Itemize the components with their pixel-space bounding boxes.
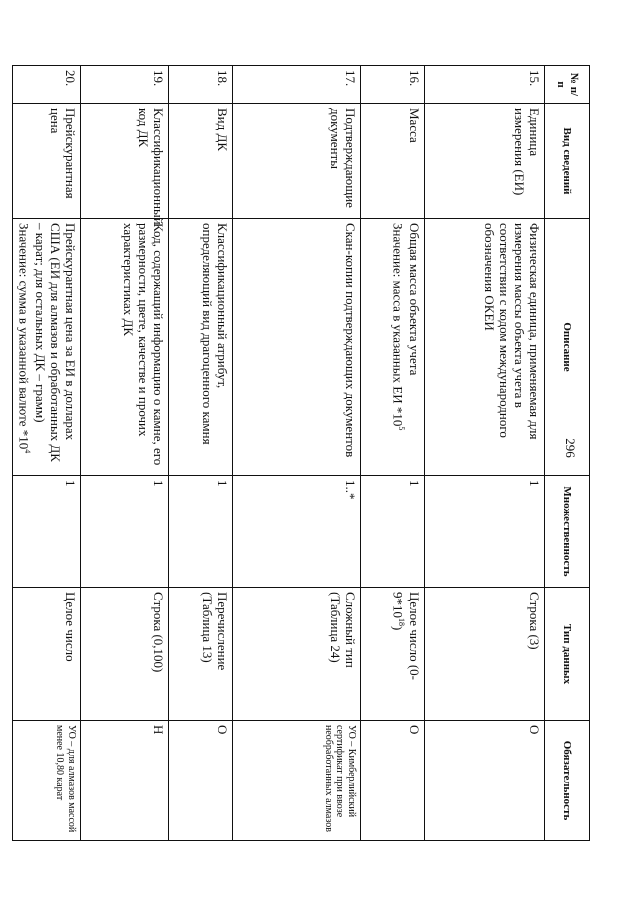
row-data-type-end: ) — [390, 626, 406, 631]
row-multiplicity: 1..* — [233, 476, 361, 588]
table-row — [169, 66, 233, 841]
row-required: УО – для алмазов массой менее 10,80 карат — [12, 721, 80, 841]
table-header-row — [545, 66, 590, 841]
row-kind: Вид ДК — [169, 104, 233, 219]
row-description — [361, 219, 425, 476]
row-num: 19. — [81, 66, 169, 104]
row-kind: Прейскурантная цена — [12, 104, 80, 219]
row-description-text: Прейскурантная цена за ЕИ в долларах США (ЕИ для алмазов и обработанных ДК – карат; для остальных ДК – грамм) — [33, 223, 78, 462]
table-row — [81, 66, 169, 841]
row-multiplicity: 1 — [425, 476, 545, 588]
row-description-value: Значение: сумма в указанной валюте *10 — [16, 223, 32, 450]
table-row — [361, 66, 425, 841]
row-data-type-text: Целое число (0-9*10 — [390, 592, 422, 680]
row-multiplicity: 1 — [81, 476, 169, 588]
row-data-type: Строка (0,100) — [81, 588, 169, 721]
row-kind: Классификационный код ДК — [81, 104, 169, 219]
row-data-type: Строка (3) — [425, 588, 545, 721]
row-data-type — [361, 588, 425, 721]
info-table — [12, 65, 590, 841]
header-kind: Вид сведений — [545, 104, 590, 219]
row-multiplicity: 1 — [12, 476, 80, 588]
header-multiplicity: Множественность — [545, 476, 590, 588]
row-description: Физическая единица, применяемая для измерения массы объекта учета в соответствии с кодом международного обозначения ОКЕИ — [425, 219, 545, 476]
header-num: № п/п — [545, 66, 590, 104]
row-num: 15. — [425, 66, 545, 104]
table-row — [425, 66, 545, 841]
row-required: Н — [81, 721, 169, 841]
table-row — [233, 66, 361, 841]
row-description: Код, содержащий информацию о камне, его размерности, цвете, качестве и прочих характеристиках ДК — [81, 219, 169, 476]
header-description: Описание — [545, 219, 590, 476]
page-number: 296 — [562, 438, 578, 458]
row-multiplicity: 1 — [169, 476, 233, 588]
row-data-type: Целое число — [12, 588, 80, 721]
row-num: 18. — [169, 66, 233, 104]
row-description: Классификационный атрибут, определяющий вид драгоценного камня — [169, 219, 233, 476]
row-description: Скан-копии подтверждающих документов — [233, 219, 361, 476]
row-num: 16. — [361, 66, 425, 104]
row-description-text: Общая масса объекта учета — [407, 223, 422, 376]
row-data-type: Перечисление (Таблица 13) — [169, 588, 233, 721]
exponent: 5 — [397, 426, 407, 431]
row-required: О — [425, 721, 545, 841]
row-required: О — [361, 721, 425, 841]
row-description-value: Значение: масса в указанных ЕИ *10 — [390, 223, 406, 427]
header-data-type: Тип данных — [545, 588, 590, 721]
row-kind: Единица измерения (ЕИ) — [425, 104, 545, 219]
row-required: О — [169, 721, 233, 841]
row-multiplicity: 1 — [361, 476, 425, 588]
rotated-page — [16, 65, 590, 840]
row-kind: Подтверждающие документы — [233, 104, 361, 219]
header-required: Обязательность — [545, 721, 590, 841]
row-required: УО – Кимберлийский сертификат при ввозе необработанных алмазов — [233, 721, 361, 841]
row-data-type: Сложный тип (Таблица 24) — [233, 588, 361, 721]
row-num: 20. — [12, 66, 80, 104]
row-description — [12, 219, 80, 476]
exponent: 18 — [397, 618, 407, 626]
row-kind: Масса — [361, 104, 425, 219]
row-num: 17. — [233, 66, 361, 104]
exponent: 4 — [23, 449, 33, 454]
table-row — [12, 66, 80, 841]
